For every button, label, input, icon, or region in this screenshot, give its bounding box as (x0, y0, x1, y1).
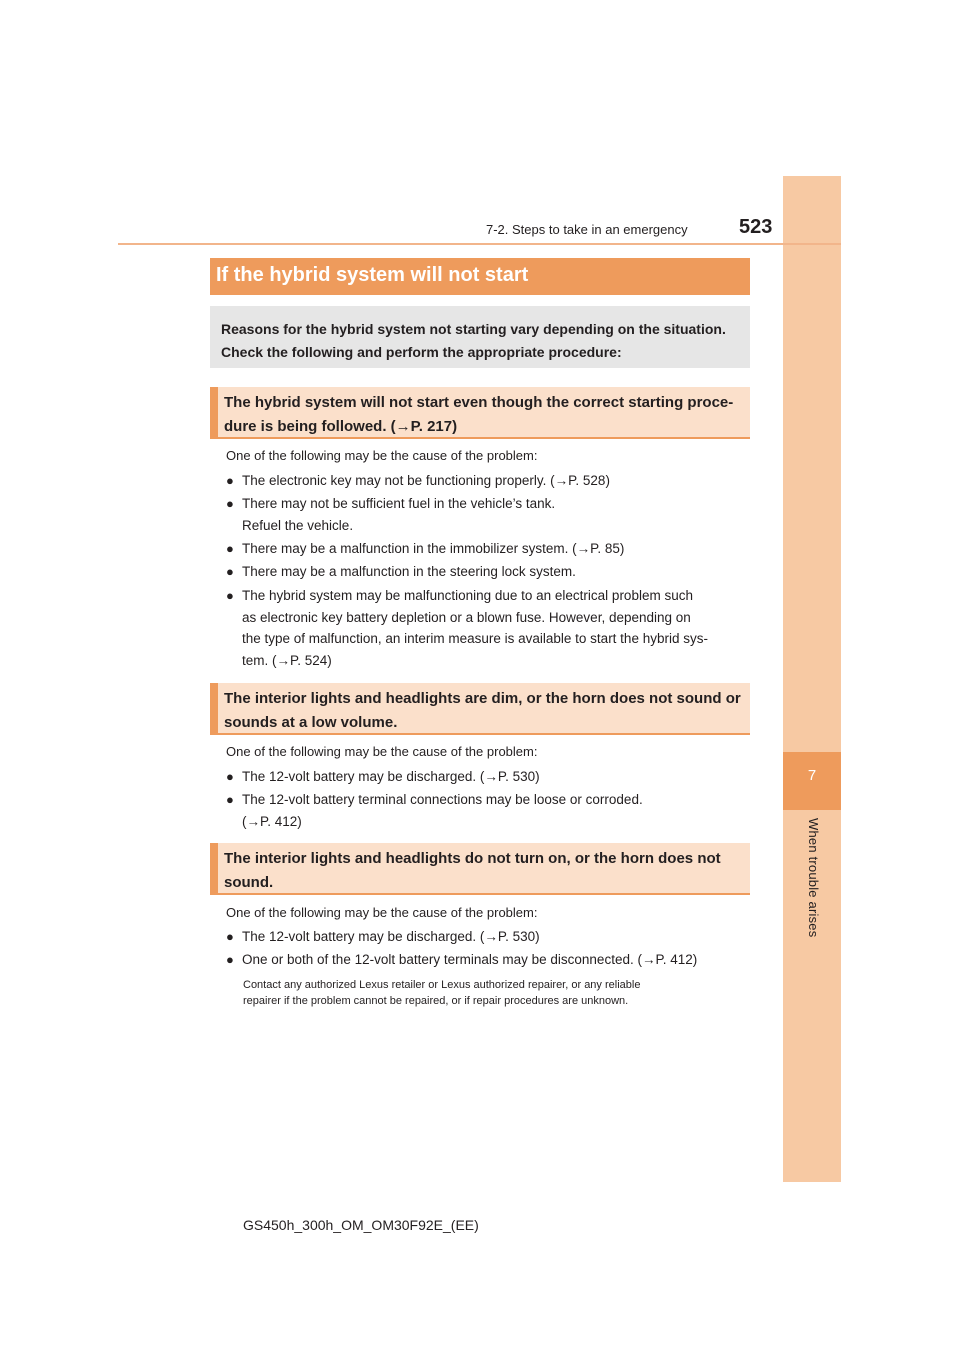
list-item-text: tem. (→P. 524) (242, 652, 332, 668)
note-line: Contact any authorized Lexus retailer or Lexus authorized repairer, or any reliable (243, 979, 641, 991)
section-lead: One of the following may be the cause of the problem: (226, 448, 538, 463)
header-divider (118, 243, 841, 245)
page-number: 523 (739, 216, 773, 238)
bullet-icon: ● (226, 792, 234, 807)
note-text (243, 977, 746, 1009)
bullet-icon: ● (226, 496, 234, 511)
bullet-icon: ● (226, 564, 234, 579)
main-heading: If the hybrid system will not start (210, 258, 750, 295)
section-heading-line: sound. (224, 874, 274, 891)
section-lead: One of the following may be the cause of the problem: (226, 744, 538, 759)
list-item-text: Refuel the vehicle. (242, 517, 354, 533)
intro-box (210, 306, 750, 368)
bullet-icon: ● (226, 952, 234, 967)
list-item-text: The hybrid system may be malfunctioning due to an electrical problem such (242, 588, 693, 603)
section-heading-dim-lights (210, 683, 750, 735)
bullet-icon: ● (226, 473, 234, 488)
section-heading-line: sounds at a low volume. (224, 714, 398, 731)
chapter-title: When trouble arises (806, 818, 821, 938)
header-section-title: 7-2. Steps to take in an emergency (486, 222, 688, 237)
list-item-text: There may be a malfunction in the immobilizer system. (→P. 85) (242, 541, 625, 556)
bullet-icon: ● (226, 929, 234, 944)
note-line: repairer if the problem cannot be repaired, or if repair procedures are unknown. (243, 995, 629, 1007)
section-lead: One of the following may be the cause of the problem: (226, 905, 538, 920)
section-heading-no-lights (210, 843, 750, 895)
list-item-text: The 12-volt battery terminal connections may be loose or corroded. (242, 792, 643, 807)
document-code: GS450h_300h_OM_OM30F92E_(EE) (243, 1217, 479, 1233)
list-item-text: The electronic key may not be functioning properly. (→P. 528) (242, 473, 610, 488)
section-heading-line: The interior lights and headlights do not turn on, or the horn does not (224, 850, 721, 867)
bullet-icon: ● (226, 588, 234, 603)
intro-line: Reasons for the hybrid system not starting vary depending on the situation. (221, 321, 726, 337)
list-item-text: There may be a malfunction in the steering lock system. (242, 564, 576, 579)
list-item-text: the type of malfunction, an interim measure is available to start the hybrid sys- (242, 631, 708, 646)
chapter-number: 7 (807, 767, 817, 784)
chapter-sidebar (783, 176, 841, 1182)
list-item-text: The 12-volt battery may be discharged. (→P. 530) (242, 929, 540, 944)
list-item-text: (→P. 412) (242, 813, 302, 829)
list-item-text: The 12-volt battery may be discharged. (→P. 530) (242, 769, 540, 784)
section-heading-no-start (210, 387, 750, 439)
bullet-icon: ● (226, 541, 234, 556)
list-item-text: There may not be sufficient fuel in the vehicle’s tank. (242, 496, 556, 511)
section-heading-line: dure is being followed. (→P. 217) (224, 418, 458, 435)
section-heading-line: The interior lights and headlights are dim, or the horn does not sound or (224, 690, 741, 707)
list-item-text: as electronic key battery depletion or a blown fuse. However, depending on (242, 609, 691, 625)
section-heading-line: The hybrid system will not start even though the correct starting proce- (224, 394, 734, 411)
list-item-text: One or both of the 12-volt battery terminals may be disconnected. (→P. 412) (242, 952, 698, 967)
intro-line: Check the following and perform the appropriate procedure: (221, 344, 622, 360)
bullet-icon: ● (226, 769, 234, 784)
